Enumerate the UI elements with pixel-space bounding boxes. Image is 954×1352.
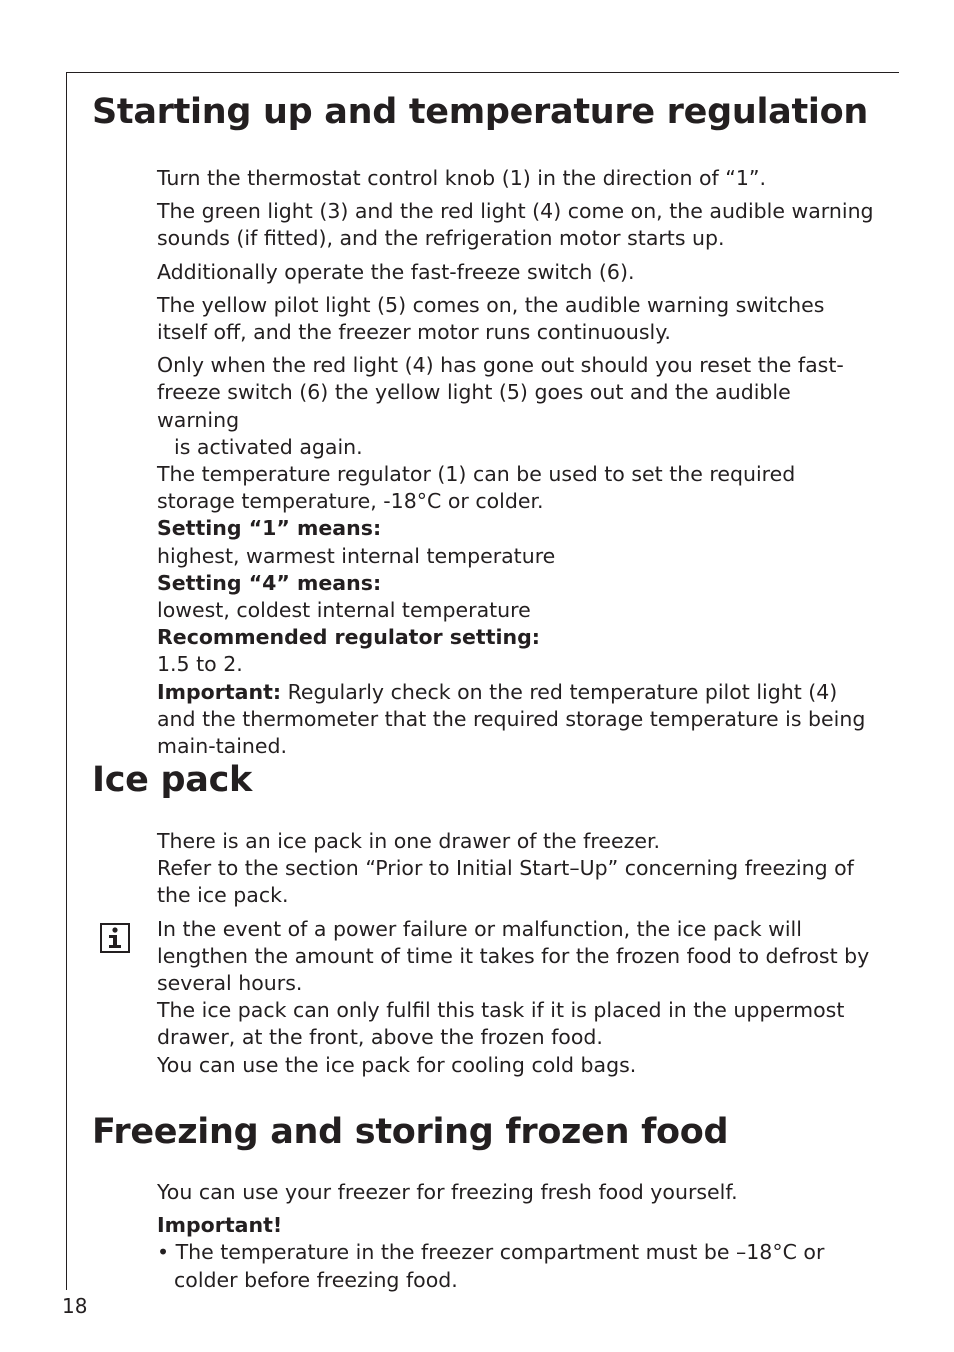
recommended-setting-label: Recommended regulator setting: bbox=[157, 625, 541, 650]
paragraph: The yellow pilot light (5) comes on, the audible warning switches itself off, and the freezer motor runs continuously. bbox=[157, 292, 825, 345]
paragraph: There is an ice pack in one drawer of the freezer. bbox=[157, 829, 661, 853]
important-note bbox=[157, 679, 877, 761]
paragraph: In the event of a power failure or malfunction, the ice pack will lengthen the amount of time it takes for the frozen food to defrost by several hours. bbox=[157, 916, 870, 996]
paragraph: is activated again. bbox=[174, 434, 363, 459]
setting-4-text: lowest, coldest internal temperature bbox=[157, 598, 531, 623]
paragraph: You can use the ice pack for cooling cold bags. bbox=[157, 1052, 637, 1077]
section-body-freezing bbox=[157, 1179, 877, 1294]
section-body-starting-up bbox=[157, 165, 877, 760]
paragraph: The temperature regulator (1) can be used to set the required storage temperature, -18°C or colder. bbox=[157, 462, 796, 514]
setting-1-label: Setting “1” means: bbox=[157, 516, 382, 541]
important-label: Important! bbox=[157, 1213, 283, 1238]
setting-1-text: highest, warmest internal temperature bbox=[157, 543, 556, 568]
section-body-ice-pack bbox=[157, 828, 877, 1079]
paragraph: Only when the red light (4) has gone out should you reset the fast-freeze switch (6) the yellow light (5) goes out and the audible warning bbox=[157, 353, 844, 432]
paragraph: You can use your freezer for freezing fresh food yourself. bbox=[157, 1180, 738, 1204]
section-title-freezing: Freezing and storing frozen food bbox=[92, 1112, 729, 1152]
section-title-ice-pack: Ice pack bbox=[92, 760, 252, 800]
top-rule bbox=[66, 72, 899, 73]
setting-4-label: Setting “4” means: bbox=[157, 570, 382, 595]
paragraph: The green light (3) and the red light (4) come on, the audible warning sounds (if fitted), and the refrigeration motor starts up. bbox=[157, 199, 874, 251]
paragraph: Additionally operate the fast-freeze switch (6). bbox=[157, 259, 635, 284]
paragraph: The ice pack can only fulfil this task if it is placed in the uppermost drawer, at the front, above the frozen food. bbox=[157, 998, 845, 1050]
info-glyph bbox=[106, 927, 124, 949]
important-label: Important: bbox=[157, 679, 282, 704]
recommended-setting-text: 1.5 to 2. bbox=[157, 652, 243, 677]
paragraph: Turn the thermostat control knob (1) in the direction of “1”. bbox=[157, 166, 767, 190]
page-number: 18 bbox=[62, 1294, 88, 1318]
left-rule bbox=[66, 72, 67, 1290]
important-text: Regularly check on the red temperature pilot light (4) and the thermometer that the required storage temperature is being main-tained. bbox=[157, 679, 866, 759]
section-title-starting-up: Starting up and temperature regulation bbox=[92, 92, 868, 132]
info-icon bbox=[100, 923, 130, 953]
bullet-item: • The temperature in the freezer compartment must be –18°C or colder before freezing food. bbox=[157, 1240, 825, 1292]
paragraph: Refer to the section “Prior to Initial Start–Up” concerning freezing of the ice pack. bbox=[157, 856, 854, 908]
